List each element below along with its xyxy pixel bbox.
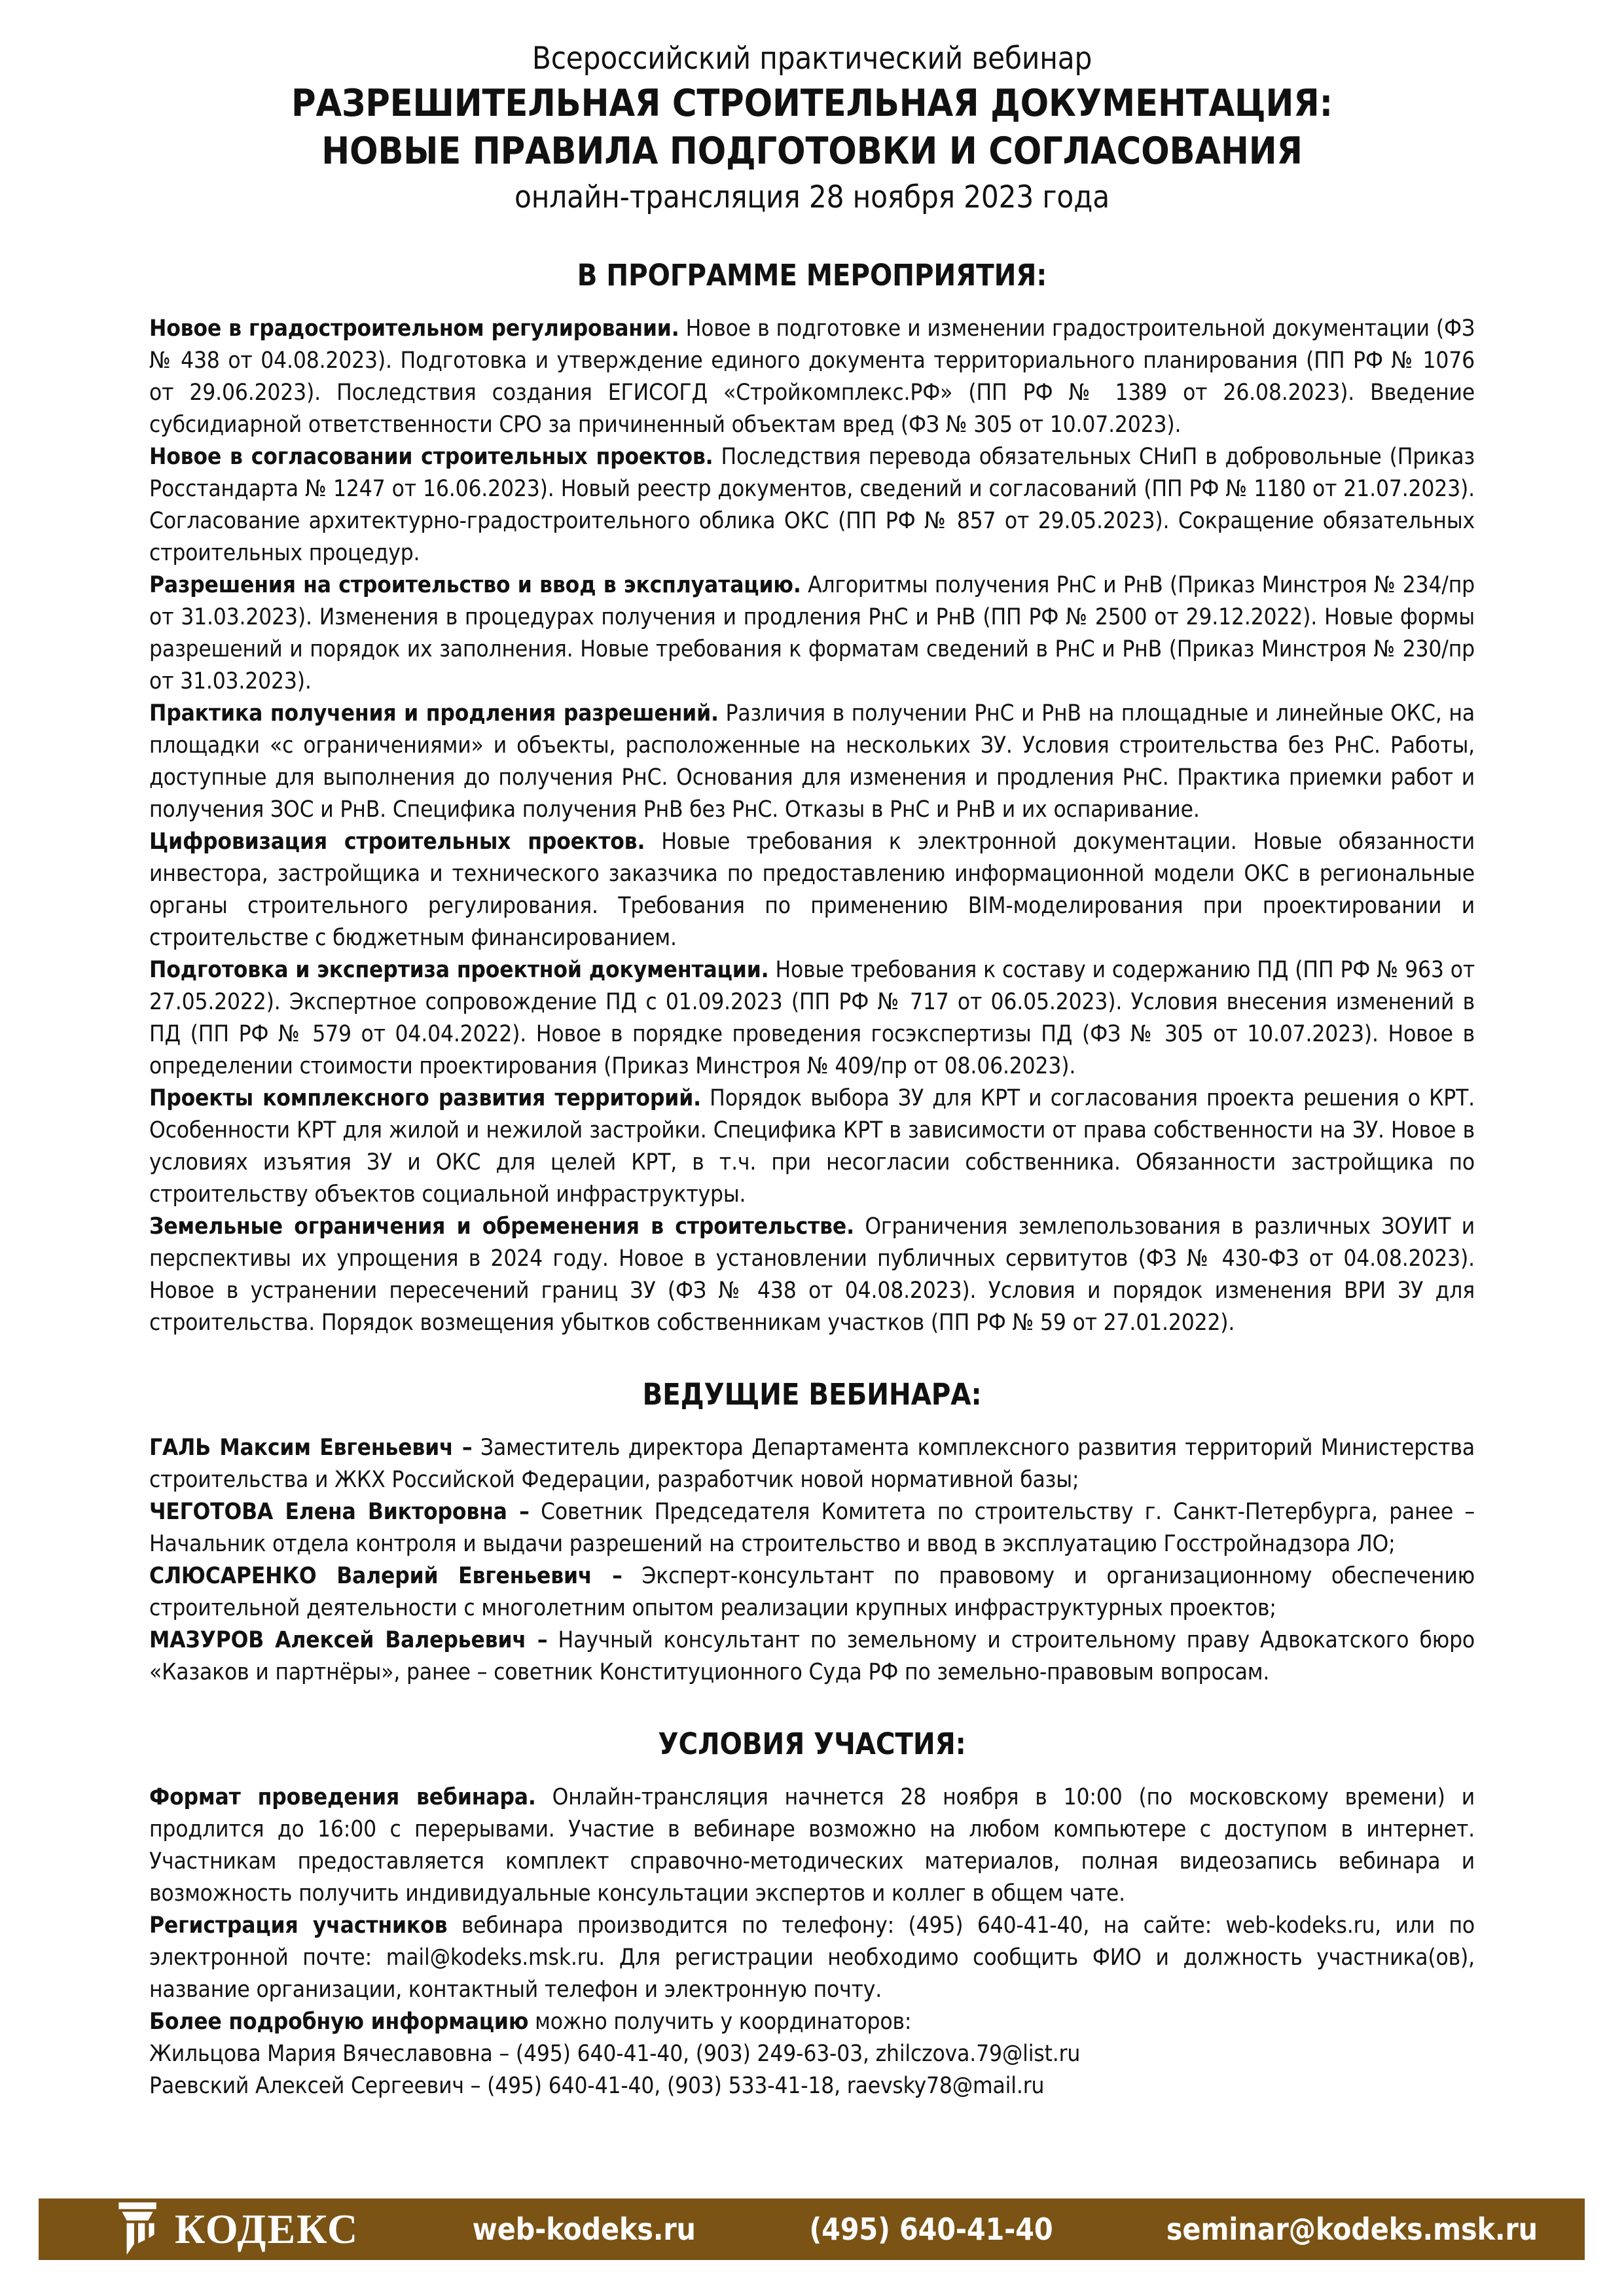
footer-email: seminar@kodeks.msk.ru [1166,2212,1538,2247]
conditions-list [149,1782,1475,2038]
speaker-description: Научный консультант по земельному и строительному праву Адвокатского бюро «Казаков и партнёры», ранее – советник Конституционного Суда РФ по земельно-правовым вопросам. [149,1627,1475,1685]
footer-phone: (495) 640-41-40 [809,2212,1053,2247]
speaker-item [149,1560,1475,1624]
program-item-text: Новое в подготовке и изменении градостроительной документации (ФЗ № 438 от 04.08.2023). Подготовка и утверждение единого документа территориального планирования (ПП РФ № 1076 от 29.06.2023). Последствия создания ЕГИСОГД «Стройкомплекс.РФ» (ПП РФ № 1389 от 26.08.2023). Введение субсидиарной ответственности СРО за причиненный объектам вред (ФЗ № 305 от 10.07.2023). [149,315,1475,438]
program-item [149,313,1475,441]
conditions-section [149,1727,1475,2102]
kodeks-logo-text: КОДЕКС [175,2206,359,2252]
program-item [149,1211,1475,1339]
program-item [149,954,1475,1083]
speaker-description: Эксперт-консультант по правовому и организационному обеспечению строительной деятельности с многолетним опытом реализации крупных инфраструктурных проектов; [149,1563,1475,1621]
program-item-text: Последствия перевода обязательных СНиП в добровольные (Приказ Росстандарта № 1247 от 16.06.2023). Новый реестр документов, сведений и согласований (ПП РФ № 1180 от 21.07.2023). Согласование архитектурно-градостроительного облика ОКС (ПП РФ № 857 от 29.05.2023). Сокращение обязательных строительных процедур. [149,444,1475,566]
condition-item-text: Онлайн-трансляция начнется 28 ноября в 10:00 (по московскому времени) и продлится до 16:00 с перерывами. Участие в вебинаре возможно на любом компьютере с доступом в интернет. Участникам предоставляется комплект справочно-методических материалов, полная видеозапись вебинара и возможность получить индивидуальные консультации экспертов и коллег в общем чате. [149,1784,1475,1907]
speaker-description: Заместитель директора Департамента комплексного развития территорий Министерства строительства и ЖКХ Российской Федерации, разработчик новой нормативной базы; [149,1435,1475,1493]
program-heading: В ПРОГРАММЕ МЕРОПРИЯТИЯ: [577,258,1047,293]
condition-item-text: вебинара производится по телефону: (495) 640-41-40, на сайте: web-kodeks.ru, или по электронной почте: mail@kodeks.msk.ru. Для регистрации необходимо сообщить ФИО и должность участника(ов), название организации, контактный телефон и электронную почту. [149,1912,1475,2003]
speakers-heading: ВЕДУЩИЕ ВЕБИНАРА: [642,1377,982,1412]
program-item-lead: Практика получения и продления разрешений. [149,700,719,726]
program-item-text: Новые требования к электронной документации. Новые обязанности инвестора, застройщика и технического заказчика по предоставлению информационной модели ОКС в региональные органы строительного регулирования. Требования по применению BIM-моделирования при проектировании и строительстве с бюджетным финансированием. [149,829,1475,951]
speaker-name: СЛЮСАРЕНКО Валерий Евгеньевич – [149,1563,623,1589]
document-header [149,38,1475,220]
footer-bar [39,2198,1585,2260]
speaker-item [149,1624,1475,1689]
condition-item-lead: Формат проведения вебинара. [149,1784,536,1810]
footer-site: web-kodeks.ru [472,2212,696,2247]
program-item [149,441,1475,569]
condition-item [149,1910,1475,2006]
kodeks-logo [117,2202,359,2256]
program-item-lead: Подготовка и экспертиза проектной документации. [149,957,769,983]
coordinator-line: Жильцова Мария Вячеславовна – (495) 640-41-40, (903) 249-63-03, zhilczova.79@list.ru [149,2041,1081,2067]
program-item-lead: Новое в градостроительном регулировании. [149,315,679,342]
column-icon [117,2202,158,2256]
program-item-text: Порядок выбора ЗУ для КРТ и согласования проекта решения о КРТ. Особенности КРТ для жилой и нежилой застройки. Специфика КРТ в зависимости от права собственности на ЗУ. Новое в условиях изъятия ЗУ и ОКС для целей КРТ, в т.ч. при несогласии собственника. Обязанности застройщика по строительству объектов социальной инфраструктуры. [149,1085,1475,1208]
program-item-text: Различия в получении РнС и РнВ на площадные и линейные ОКС, на площадки «с ограничениями» и объекты, расположенные на нескольких ЗУ. Условия строительства без РнС. Работы, доступные для выполнения до получения РнС. Основания для изменения и продления РнС. Практика приемки работ и получения ЗОС и РнВ. Специфика получения РнВ без РнС. Отказы в РнС и РнВ и их оспаривание. [149,700,1475,823]
program-item [149,1083,1475,1211]
speakers-section [149,1377,1475,1689]
speaker-item [149,1496,1475,1560]
page-title-line2: НОВЫЕ ПРАВИЛА ПОДГОТОВКИ И СОГЛАСОВАНИЯ [321,130,1303,173]
program-item-lead: Новое в согласовании строительных проектов. [149,444,713,470]
program-section [149,258,1475,1339]
conditions-heading: УСЛОВИЯ УЧАСТИЯ: [658,1727,966,1761]
program-item-lead: Земельные ограничения и обременения в строительстве. [149,1213,854,1240]
program-list [149,313,1475,1339]
speaker-name: МАЗУРОВ Алексей Валерьевич – [149,1627,548,1653]
speaker-name: ЧЕГОТОВА Елена Викторовна – [149,1499,530,1525]
program-item-lead: Разрешения на строительство и ввод в эксплуатацию. [149,572,801,598]
program-item-text: Ограничения землепользования в различных ЗОУИТ и перспективы их упрощения в 2024 году. Новое в установлении публичных сервитутов (ФЗ № 430-ФЗ от 04.08.2023). Новое в устранении пересечений границ ЗУ (ФЗ № 438 от 04.08.2023). Условия и порядок изменения ВРИ ЗУ для строительства. Порядок возмещения убытков собственникам участков (ПП РФ № 59 от 27.01.2022). [149,1213,1475,1336]
header-subtitle: онлайн-трансляция 28 ноября 2023 года [514,179,1110,215]
program-item-lead: Цифровизация строительных проектов. [149,829,645,855]
program-item-text: Алгоритмы получения РнС и РнВ (Приказ Минстроя № 234/пр от 31.03.2023). Изменения в процедурах получения и продления РнС и РнВ (ПП РФ № 2500 от 29.12.2022). Новые формы разрешений и порядок их заполнения. Новые требования к форматам сведений в РнС и РнВ (Приказ Минстроя № 230/пр от 31.03.2023). [149,572,1475,694]
page-title-line1: РАЗРЕШИТЕЛЬНАЯ СТРОИТЕЛЬНАЯ ДОКУМЕНТАЦИЯ: [291,82,1333,125]
speaker-item [149,1432,1475,1496]
condition-item-lead: Регистрация участников [149,1912,448,1939]
program-item-text: Новые требования к составу и содержанию ПД (ПП РФ № 963 от 27.05.2022). Экспертное сопровождение ПД с 01.09.2023 (ПП РФ № 717 от 06.05.2023). Условия внесения изменений в ПД (ПП РФ № 579 от 04.04.2022). Новое в порядке проведения госэкспертизы ПД (ФЗ № 305 от 10.07.2023). Новое в определении стоимости проектирования (Приказ Минстроя № 409/пр от 08.06.2023). [149,957,1475,1079]
coordinator-line: Раевский Алексей Сергеевич – (495) 640-41-40, (903) 533-41-18, raevsky78@mail.ru [149,2073,1045,2099]
speakers-list [149,1432,1475,1689]
coordinators-list [149,2038,1475,2102]
program-item [149,826,1475,954]
speaker-name: ГАЛЬ Максим Евгеньевич – [149,1435,473,1461]
program-item-lead: Проекты комплексного развития территорий. [149,1085,701,1111]
header-kicker: Всероссийский практический вебинар [532,41,1092,77]
condition-item [149,1782,1475,1910]
speaker-description: Советник Председателя Комитета по строительству г. Санкт-Петербурга, ранее – Начальник отдела контроля и выдачи разрешений на строительство и ввод в эксплуатацию Госстройнадзора ЛО; [149,1499,1475,1557]
condition-item-lead: Более подробную информацию [149,2009,529,2035]
program-item [149,698,1475,826]
program-item [149,569,1475,698]
condition-item-text: можно получить у координаторов: [535,2009,912,2035]
condition-item [149,2006,1475,2038]
